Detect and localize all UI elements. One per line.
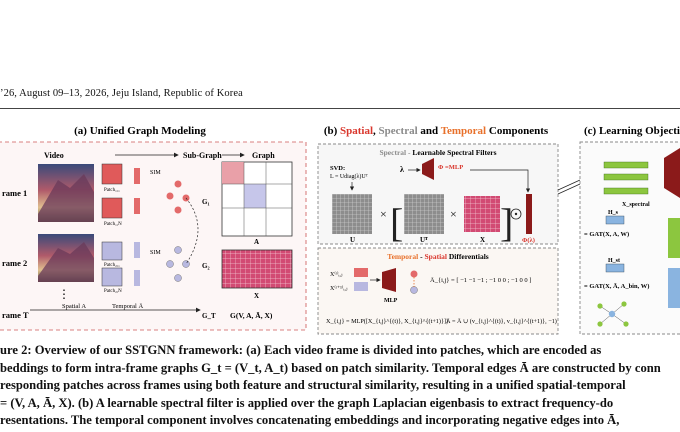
embedding-bar-2 xyxy=(134,198,140,214)
x-t1-block xyxy=(354,282,368,291)
caption-line-1: ure 2: Overview of our SSTGNN framework: (a) Each video frame is divided into patches, which are encoded as xyxy=(0,343,602,357)
x-matrix-spectral xyxy=(464,196,500,232)
embedding-bar-3 xyxy=(134,242,140,258)
x-t1-label: X⁽ᵗ⁺¹⁾ᵢ,ⱼ xyxy=(330,286,348,292)
times-1: × xyxy=(380,207,387,221)
connector-b-c-2 xyxy=(558,184,580,194)
gat-2: = GAT(X, Ā, A_bin, W) xyxy=(584,283,650,290)
subgraph-label: Sub-Graph xyxy=(183,151,222,160)
temporal-subtitle xyxy=(387,252,489,261)
panel-b-title xyxy=(324,125,549,137)
formula-right: Ā = Ā ∪ (v_{i,j}^{(t)}, v_{i,j}^{(t+1)}, −1) xyxy=(446,318,557,325)
formula-left: X_{i,j} = MLP([X_{i,j}^{(t)}, X_{i,j}^{(t+1)}]) xyxy=(326,318,449,325)
frame-2-label: rame 2 xyxy=(2,258,28,268)
phi-lambda-label: Φ(λ) xyxy=(522,237,535,244)
matrix-x-label: X xyxy=(254,292,260,300)
spectral-subtitle xyxy=(379,148,496,157)
video-label: Video xyxy=(44,151,64,160)
u-label: U xyxy=(350,236,356,244)
patch-1-1-label: Patch₁,₁ xyxy=(104,188,120,193)
ut-label: Uᵀ xyxy=(420,236,428,244)
patch-2-1-tile xyxy=(102,242,122,260)
matrix-a-label: A xyxy=(254,238,260,246)
h-s-label: H_s xyxy=(608,210,619,216)
panel-b-title-prefix: (b) xyxy=(323,125,341,137)
temporal-subtitle-sep: - xyxy=(418,252,425,261)
patch-1-n-label: Patch₁,N xyxy=(104,222,122,227)
phi-mlp-label: Φ =MLP xyxy=(438,164,464,171)
spectral-subtitle-rest: Learnable Spectral Filters xyxy=(412,148,497,157)
frames-ellipsis: ⋮ xyxy=(58,287,70,301)
patch-2-n-label: Patch₂,N xyxy=(104,289,122,294)
feature-matrix-x xyxy=(222,250,292,288)
header-rule xyxy=(0,108,680,109)
svd-formula: L = Udiag(λ)Uᵀ xyxy=(330,174,368,180)
caption-line-2: beddings to form intra-frame graphs G_t = (V_t, A_t) based on patch similarity. Temporal edges Ā are constructed by conn xyxy=(0,360,661,375)
patch-1-n-tile xyxy=(102,198,122,218)
legend-temporal: Temporal Ā xyxy=(112,303,144,310)
panel-a-title: (a) Unified Graph Modeling xyxy=(74,125,206,137)
output-bar-green xyxy=(668,218,680,258)
caption-line-3: responding patches across frames using both feature and structural similarity, resulting in a unified spatial-temporal xyxy=(0,378,626,393)
adjacency-matrix-a xyxy=(222,162,292,236)
temporal-subtitle-spatial: Spatial xyxy=(424,252,448,261)
mlp-label: MLP xyxy=(384,298,398,304)
running-header: ’26, August 09–13, 2026, Jeju Island, Republic of Korea xyxy=(0,88,243,99)
frame-t-label: rame T xyxy=(2,310,29,320)
overview-figure xyxy=(0,118,680,340)
output-bar-blue xyxy=(668,268,680,308)
panel-b-title-temporal: Temporal xyxy=(440,125,487,137)
patch-2-n-tile xyxy=(102,268,122,286)
gat-1: = GAT(X, A, W) xyxy=(584,231,630,238)
frame-1-label: rame 1 xyxy=(2,188,28,198)
h-st-label: H_st xyxy=(608,258,620,264)
embedding-bar-1 xyxy=(134,168,140,184)
x-t-label: X⁽ᵗ⁾ᵢ,ⱼ xyxy=(330,272,343,278)
legend-spatial: Spatial A xyxy=(62,303,87,310)
bracket-right: ] xyxy=(500,200,514,245)
g1-label: G₁ xyxy=(202,198,210,206)
h-st-bar xyxy=(606,264,624,272)
spectral-feature-bar-1 xyxy=(604,162,648,168)
connector-b-c-1 xyxy=(558,180,580,190)
ut-matrix xyxy=(404,194,444,234)
unified-graph-label: G(V, A, Ā, X) xyxy=(230,311,273,320)
temporal-subtitle-rest: Differentials xyxy=(447,252,489,261)
patch-1-1-tile xyxy=(102,164,122,184)
bracket-left: [ xyxy=(390,200,404,245)
times-2: × xyxy=(450,207,457,221)
lambda-symbol: λ xyxy=(400,165,404,174)
sim-label-2: SIM xyxy=(150,250,161,256)
video-frame-2 xyxy=(38,234,94,282)
svd-label: SVD: xyxy=(330,165,346,172)
figure-caption xyxy=(0,342,680,430)
g2-label: G₂ xyxy=(202,262,210,270)
hadamard-dot xyxy=(515,213,517,215)
phi-lambda-bar xyxy=(526,194,532,234)
x-t-block xyxy=(354,268,368,277)
panel-b-title-spectral: Spectral xyxy=(378,125,418,137)
panel-b-title-gap1: , xyxy=(373,125,379,137)
h-s-bar xyxy=(606,216,624,224)
x-label-spectral: X xyxy=(480,236,486,244)
embedding-bar-4 xyxy=(134,270,140,286)
x-spectral-label: X_spectral xyxy=(622,202,650,208)
panel-c-title: (c) Learning Objecti xyxy=(584,125,680,137)
video-frame-1 xyxy=(38,164,94,222)
spectral-feature-bar-2 xyxy=(604,174,648,180)
panel-b-title-spatial: Spatial xyxy=(340,125,374,137)
u-matrix xyxy=(332,194,372,234)
graph-label: Graph xyxy=(252,151,275,160)
panel-b-title-suffix: Components xyxy=(486,125,549,137)
neg-edge-matrix: Ā_{i,j} = [ −1 −1 −1 ; −1 0 0 ; −1 0 0 ] xyxy=(430,277,532,284)
spectral-subtitle-prefix: Spectral - xyxy=(379,148,413,157)
temporal-subtitle-temporal: Temporal xyxy=(387,252,419,261)
gt-label: G_T xyxy=(202,312,216,320)
sim-label-1: SIM xyxy=(150,170,161,176)
patch-2-1-label: Patch₂,₁ xyxy=(104,263,120,268)
caption-line-5: resentations. The temporal component involves concatenating embeddings and incorporating negative edges into Ā, xyxy=(0,413,620,428)
caption-line-4: = (V, A, Ā, X). (b) A learnable spectral filter is applied over the graph Laplacian eigenbasis to extract frequency-do xyxy=(0,395,614,410)
spectral-feature-bar-3 xyxy=(604,188,648,194)
mlp-block xyxy=(382,268,396,292)
panel-b-title-and: and xyxy=(417,125,441,137)
